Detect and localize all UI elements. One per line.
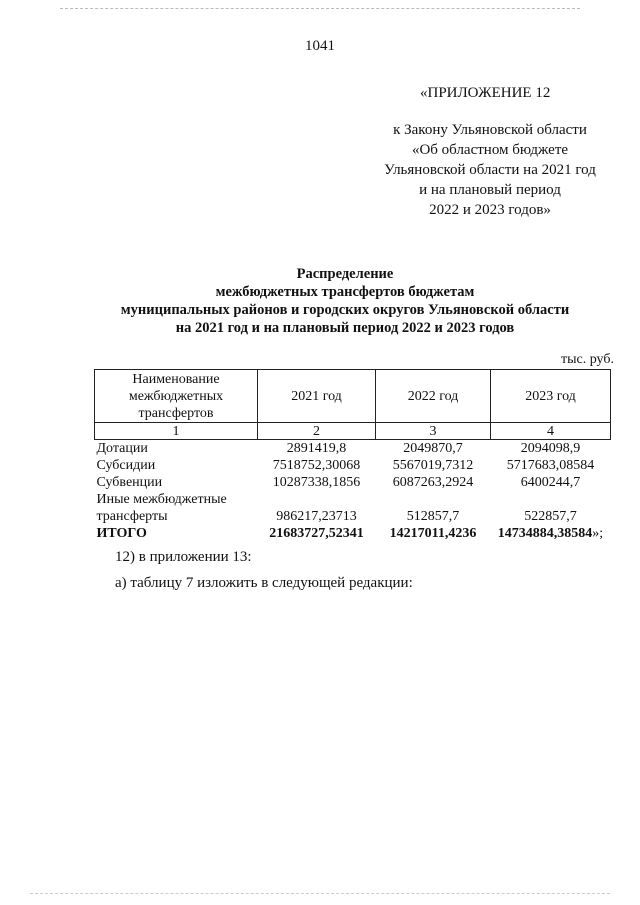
appendix-title: «ПРИЛОЖЕНИЕ 12 bbox=[420, 85, 551, 101]
value-2021: 986217,23713 bbox=[276, 509, 357, 524]
table-header-row bbox=[95, 370, 611, 423]
column-number: 4 bbox=[491, 423, 611, 440]
header-2022: 2022 год bbox=[376, 370, 491, 423]
units-label: тыс. руб. bbox=[561, 352, 614, 367]
paragraph: а) таблицу 7 изложить в следующей редакции: bbox=[115, 575, 413, 591]
title-line: муниципальных районов и городских округов Ульяновской области bbox=[120, 302, 570, 318]
row-name: Субсидии bbox=[96, 458, 156, 473]
value-2021: 10287338,1856 bbox=[272, 475, 361, 490]
paragraph: 12) в приложении 13: bbox=[115, 549, 252, 565]
scan-edge-top bbox=[60, 8, 580, 9]
page-number: 1041 bbox=[305, 38, 335, 54]
law-reference bbox=[360, 120, 620, 220]
transfers-table bbox=[94, 369, 611, 542]
total-label: ИТОГО bbox=[96, 526, 147, 541]
total-2022: 14217011,4236 bbox=[389, 526, 477, 541]
table-row bbox=[95, 440, 611, 458]
title-line: межбюджетных трансфертов бюджетам bbox=[215, 284, 475, 300]
total-2021: 21683727,52341 bbox=[269, 526, 364, 541]
value-2023: 522857,7 bbox=[524, 509, 577, 524]
column-number-row bbox=[95, 423, 611, 440]
value-2023: 6400244,7 bbox=[520, 475, 581, 490]
row-name bbox=[95, 491, 258, 525]
closing-quote: »; bbox=[592, 526, 604, 541]
header-2021: 2021 год bbox=[258, 370, 376, 423]
row-name: Дотации bbox=[96, 441, 148, 456]
table-row bbox=[95, 474, 611, 491]
table-row bbox=[95, 491, 611, 525]
value-2022: 2049870,7 bbox=[403, 441, 463, 456]
row-name-line: Иные межбюджетные bbox=[96, 492, 227, 507]
row-name: Субвенции bbox=[96, 475, 163, 490]
row-name-line: трансферты bbox=[96, 509, 168, 524]
law-reference-line: «Об областном бюджете bbox=[411, 142, 569, 158]
law-reference-line: и на плановый период bbox=[419, 182, 561, 198]
law-reference-line: 2022 и 2023 годов» bbox=[429, 202, 551, 218]
law-reference-line: к Закону Ульяновской области bbox=[393, 122, 587, 138]
column-number: 1 bbox=[95, 423, 258, 440]
value-2022: 5567019,7312 bbox=[392, 458, 474, 473]
total-row bbox=[95, 525, 611, 542]
value-2022: 6087263,2924 bbox=[392, 475, 474, 490]
table-row bbox=[95, 457, 611, 474]
header-2023: 2023 год bbox=[491, 370, 611, 423]
value-2023: 2094098,9 bbox=[520, 441, 581, 456]
document-title bbox=[60, 265, 630, 337]
total-2023: 14734884,38584 bbox=[497, 526, 593, 541]
total-2023-cell bbox=[491, 525, 611, 542]
column-number: 2 bbox=[258, 423, 376, 440]
header-name: Наименование межбюджетных трансфертов bbox=[95, 370, 258, 423]
title-line: на 2021 год и на плановый период 2022 и 2023 годов bbox=[175, 320, 515, 336]
value-2022: 512857,7 bbox=[406, 509, 460, 524]
scan-edge-bottom bbox=[30, 893, 610, 894]
title-line: Распределение bbox=[296, 266, 394, 282]
value-2023: 5717683,08584 bbox=[506, 458, 595, 473]
value-2021: 2891419,8 bbox=[286, 441, 347, 456]
column-number: 3 bbox=[376, 423, 491, 440]
law-reference-line: Ульяновской области на 2021 год bbox=[384, 162, 596, 178]
value-2021: 7518752,30068 bbox=[272, 458, 361, 473]
